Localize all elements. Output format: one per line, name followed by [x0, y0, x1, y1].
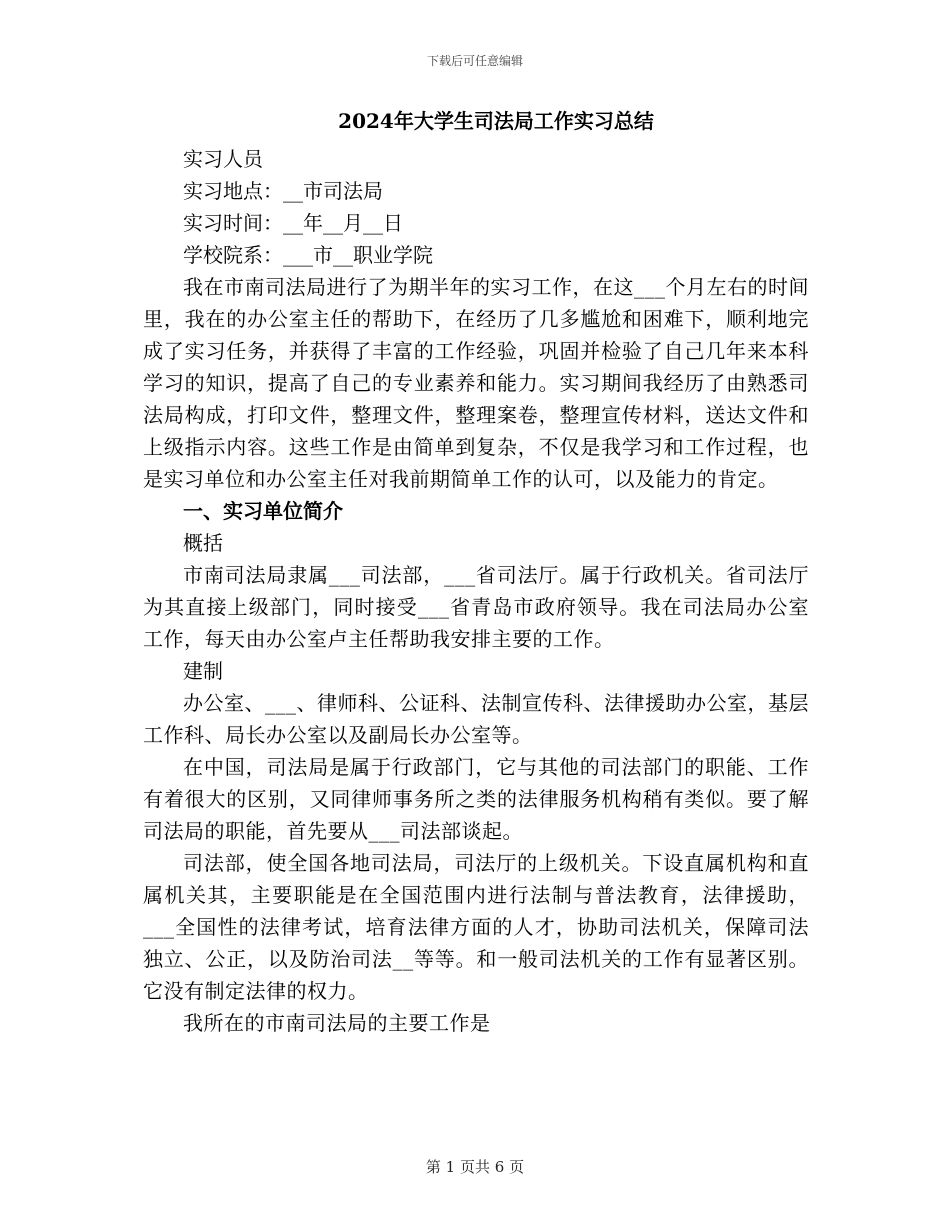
field-school-department: 学校院系：___市__职业学院	[183, 243, 433, 267]
main-work-paragraph: 我所在的市南司法局的主要工作是	[183, 1011, 491, 1035]
subheading-overview: 概括	[183, 531, 223, 555]
overview-paragraph: 市南司法局隶属___司法部，___省司法厅。属于行政机关。省司法厅为其直接上级部门，同时接受___省青岛市政府领导。我在司法局办公室工作，每天由办公室卢主任帮助我安排主要的工作。	[143, 563, 809, 651]
document-title: 2024年大学生司法局工作实习总结	[338, 109, 654, 133]
field-intern-location: 实习地点：__市司法局	[183, 179, 383, 203]
field-intern-time: 实习时间：__年__月__日	[183, 211, 403, 235]
ministry-paragraph: 司法部，使全国各地司法局，司法厅的上级机关。下设直属机构和直属机关其，主要职能是在全国范围内进行法制与普法教育，法律援助，___全国性的法律考试，培育法律方面的人才，协助司法机关，保障司法独立、公正，以及防治司法__等等。和一般司法机关的工作有显著区别。它没有制定法律的权力。	[143, 851, 809, 1003]
page-header: 下载后可任意编辑	[426, 54, 523, 68]
china-judicial-paragraph: 在中国，司法局是属于行政部门，它与其他的司法部门的职能、工作有着很大的区别，又同律师事务所之类的法律服务机构稍有类似。要了解司法局的职能，首先要从___司法部谈起。	[143, 755, 809, 843]
field-intern-personnel: 实习人员	[183, 147, 263, 171]
document-body	[143, 105, 809, 1039]
page-footer: 第 1 页共 6 页	[425, 1158, 525, 1176]
subheading-structure: 建制	[183, 659, 223, 683]
structure-paragraph: 办公室、___、律师科、公证科、法制宣传科、法律援助办公室，基层工作科、局长办公室以及副局长办公室等。	[143, 691, 809, 747]
intro-paragraph: 我在市南司法局进行了为期半年的实习工作，在这___个月左右的时间里，我在的办公室主任的帮助下，在经历了几多尴尬和困难下，顺利地完成了实习任务，并获得了丰富的工作经验，巩固并检验了自己几年来本科学习的知识，提高了自己的专业素养和能力。实习期间我经历了由熟悉司法局构成，打印文件，整理文件，整理案卷，整理宣传材料，送达文件和上级指示内容。这些工作是由简单到复杂，不仅是我学习和工作过程，也是实习单位和办公室主任对我前期简单工作的认可，以及能力的肯定。	[143, 275, 809, 491]
section-heading-unit-intro: 一、实习单位简介	[183, 499, 343, 523]
